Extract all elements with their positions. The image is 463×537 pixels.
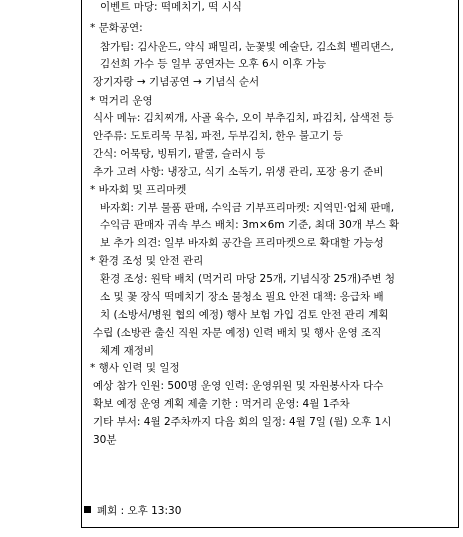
text-line: 수익금 판매자 귀속 부스 배치: 3m×6m 기준, 최대 30개 부스 확 xyxy=(100,219,400,231)
text-line: 확보 예정 운영 계획 제출 기한 : 먹거리 운영: 4월 1주차 xyxy=(93,398,350,410)
text-line: 소 및 꽃 장식 떡메치기 장소 물청소 필요 안전 대책: 응급차 배 xyxy=(100,291,384,303)
text-line: 식사 메뉴: 김치찌개, 사골 육수, 오이 부추김치, 파김치, 삼색전 등 xyxy=(93,112,394,124)
text-line: 바자회: 기부 물품 판매, 수익금 기부프리마켓: 지역민·업체 판매, xyxy=(100,202,395,214)
section-heading: * 바자회 및 프리마켓 xyxy=(90,184,187,196)
text-line: 기타 부서: 4월 2주차까지 다음 회의 일정: 4월 7일 (월) 오후 1시 xyxy=(93,416,392,428)
section-heading: * 문화공연: xyxy=(90,22,143,34)
section-heading: * 환경 조성 및 안전 관리 xyxy=(90,255,204,267)
section-heading: * 먹거리 운영 xyxy=(90,95,153,107)
text-line: 김선희 가수 등 일부 공연자는 오후 6시 이후 가능 xyxy=(100,58,327,70)
square-bullet-icon xyxy=(84,506,91,513)
text-line: 보 추가 의견: 일부 바자회 공간을 프리마켓으로 확대할 가능성 xyxy=(100,237,384,249)
text-line: 예상 참가 인원: 500명 운영 인력: 운영위원 및 자원봉사자 다수 xyxy=(93,380,384,392)
text-line: 이벤트 마당: 떡메치기, 떡 시식 xyxy=(100,1,242,13)
section-heading: * 행사 인력 및 일정 xyxy=(90,362,180,374)
closing-text: 폐회 : 오후 13:30 xyxy=(97,505,182,517)
text-line: 치 (소방서/병원 협의 예정) 행사 보험 가입 검토 안전 관리 계획 xyxy=(100,309,389,321)
text-line: 장기자랑 → 기념공연 → 기념식 순서 xyxy=(93,76,260,88)
text-line: 간식: 어묵탕, 빙튀기, 팥쿨, 슬러시 등 xyxy=(93,148,266,160)
text-line: 안주류: 도토리묵 무침, 파전, 두부김치, 한우 불고기 등 xyxy=(93,130,343,142)
text-line: 체계 재정비 xyxy=(100,345,155,357)
closing-line xyxy=(84,504,181,518)
text-line: 환경 조성: 원탁 배치 (먹거리 마당 25개, 기념식장 25개)주변 청 xyxy=(100,273,395,285)
text-line: 참가팀: 김사운드, 약식 패밀리, 눈꽃빛 예술단, 김소희 벨리댄스, xyxy=(100,41,394,53)
text-line: 추가 고려 사항: 냉장고, 식기 소독기, 위생 관리, 포장 용기 준비 xyxy=(93,166,384,178)
text-line: 30분 xyxy=(93,434,117,446)
text-line: 수립 (소방관 출신 직원 자문 예정) 인력 배치 및 행사 운영 조직 xyxy=(93,327,382,339)
